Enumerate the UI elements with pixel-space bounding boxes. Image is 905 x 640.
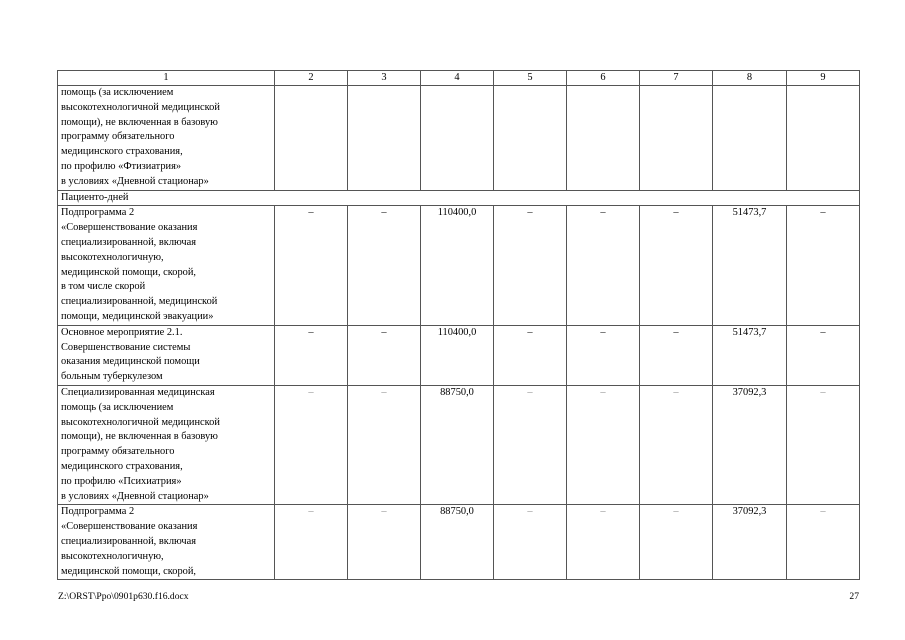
value-cell-col-5 [494,86,567,191]
table-header [58,71,860,86]
footer-file-path: Z:\ORST\Ppo\0901p630.f16.docx [58,591,189,602]
value-cell-col-2: – [275,206,348,325]
table-row [58,505,860,580]
table-row [58,385,860,504]
value-cell-col-5: – [494,505,567,580]
row-name-cell: Специализированная медицинская помощь (за исключением высокотехнологичной медицинской помощи), не включенная в базовую программу обязательного медицинского страхования, по профилю «Психиатрия» в условиях «Дневной стационар» [58,385,275,504]
value-cell-col-4: 110400,0 [421,206,494,325]
value-cell-col-2: – [275,505,348,580]
value-cell-col-7: – [640,385,713,504]
value-cell-col-3: – [348,325,421,385]
column-header-8: 8 [713,71,787,86]
value-cell-col-5: – [494,325,567,385]
column-number-row [58,71,860,86]
table-row [58,325,860,385]
value-cell-col-2: – [275,325,348,385]
value-cell-col-4 [421,86,494,191]
value-cell-col-4: 110400,0 [421,325,494,385]
table-row [58,206,860,325]
table-row [58,86,860,191]
value-cell-col-7: – [640,206,713,325]
value-cell-col-6: – [567,206,640,325]
value-cell-col-6: – [567,325,640,385]
row-name-cell: Подпрограмма 2 «Совершенствование оказания специализированной, включая высокотехнологичную, медицинской помощи, скорой, в том числе скорой специализированной, медицинской помощи, медицинской эвакуации» [58,206,275,325]
footer-page-number: 27 [849,591,859,602]
column-header-9: 9 [787,71,860,86]
value-cell-col-7: – [640,505,713,580]
value-cell-col-5: – [494,206,567,325]
value-cell-col-6: – [567,385,640,504]
row-name-cell: Основное мероприятие 2.1. Совершенствование системы оказания медицинской помощи больным туберкулезом [58,325,275,385]
value-cell-col-9: – [787,385,860,504]
column-header-6: 6 [567,71,640,86]
value-cell-col-3: – [348,505,421,580]
value-cell-col-9: – [787,325,860,385]
value-cell-col-3 [348,86,421,191]
value-cell-col-8 [713,86,787,191]
column-header-1: 1 [58,71,275,86]
unit-label: Пациенто-дней [58,190,860,206]
budget-table [57,70,860,580]
value-cell-col-6 [567,86,640,191]
column-header-7: 7 [640,71,713,86]
value-cell-col-4: 88750,0 [421,505,494,580]
row-name-cell: помощь (за исключением высокотехнологичной медицинской помощи), не включенная в базовую программу обязательного медицинского страхования, по профилю «Фтизиатрия» в условиях «Дневной стационар» [58,86,275,191]
value-cell-col-9 [787,86,860,191]
value-cell-col-9: – [787,505,860,580]
column-header-3: 3 [348,71,421,86]
value-cell-col-4: 88750,0 [421,385,494,504]
table-body [58,86,860,580]
value-cell-col-8: 37092,3 [713,505,787,580]
value-cell-col-8: 51473,7 [713,325,787,385]
value-cell-col-3: – [348,385,421,504]
value-cell-col-3: – [348,206,421,325]
value-cell-col-7 [640,86,713,191]
column-header-2: 2 [275,71,348,86]
value-cell-col-7: – [640,325,713,385]
value-cell-col-6: – [567,505,640,580]
value-cell-col-2 [275,86,348,191]
column-header-4: 4 [421,71,494,86]
value-cell-col-8: 37092,3 [713,385,787,504]
row-name-cell: Подпрограмма 2 «Совершенствование оказания специализированной, включая высокотехнологичную, медицинской помощи, скорой, [58,505,275,580]
unit-row [58,190,860,206]
value-cell-col-9: – [787,206,860,325]
value-cell-col-2: – [275,385,348,504]
column-header-5: 5 [494,71,567,86]
value-cell-col-5: – [494,385,567,504]
value-cell-col-8: 51473,7 [713,206,787,325]
